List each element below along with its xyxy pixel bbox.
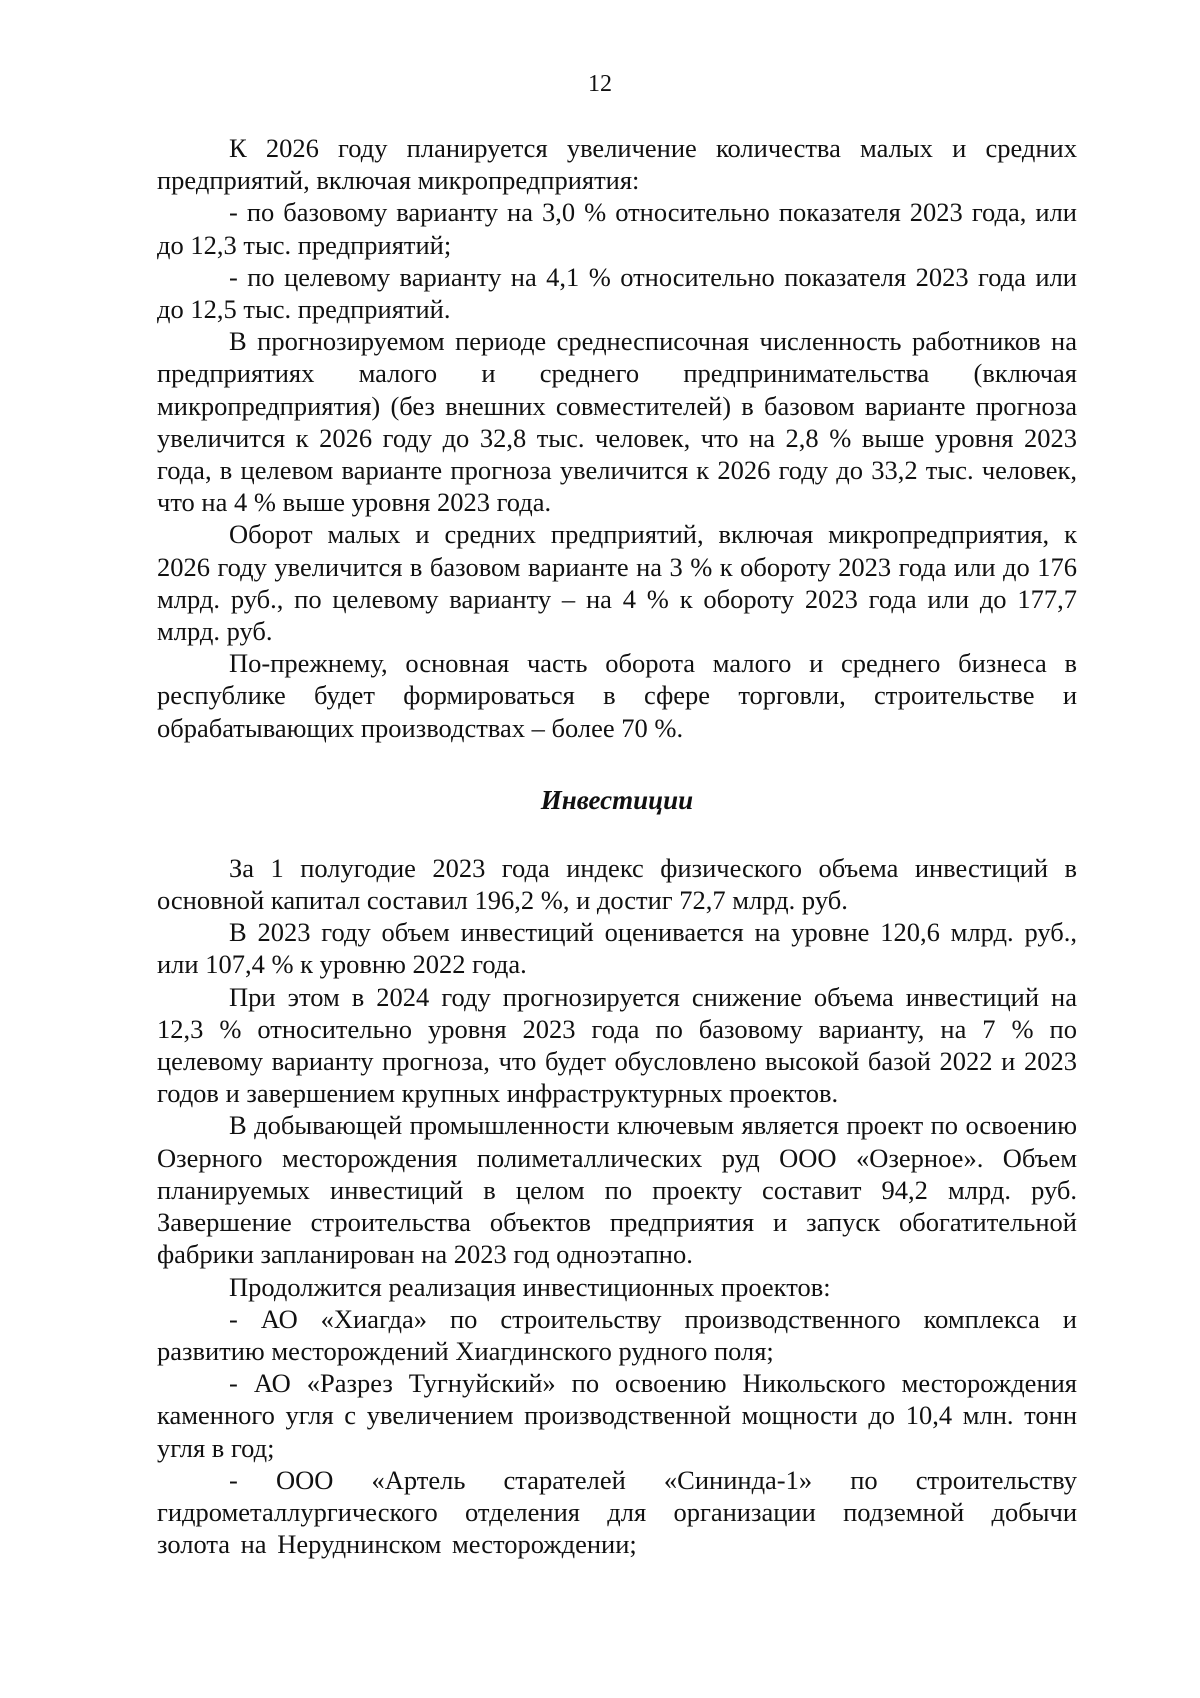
paragraph: К 2026 году планируется увеличение количества малых и средних предприятий, включая микропредприятия: — [157, 133, 1077, 196]
paragraph: В 2023 году объем инвестиций оценивается на уровне 120,6 млрд. руб., или 107,4 % к уровню 2022 года. — [157, 917, 1077, 980]
list-item: - по целевому варианту на 4,1 % относительно показателя 2023 года или до 12,5 тыс. предприятий. — [157, 261, 1077, 325]
paragraph: Продолжится реализация инвестиционных проектов: — [229, 1271, 831, 1302]
list-item: - АО «Разрез Тугнуйский» по освоению Никольского месторождения каменного угля с увеличением производственной мощности до 10,4 млн. тонн угля в год; — [157, 1368, 1077, 1463]
paragraph: В добывающей промышленности ключевым является проект по освоению Озерного месторождения полиметаллических руд ООО «Озерное». Объем планируемых инвестиций в целом по проекту составит 94,2 млрд. руб. Завершение строительства объектов предприятия и запуск обогатительной фабрики запланирован на 2023 год одноэтапно. — [157, 1110, 1077, 1270]
section-heading-investments: Инвестиции — [540, 784, 694, 815]
list-item: - АО «Хиагда» по строительству производственного комплекса и развитию месторождений Хиагдинского рудного поля; — [157, 1303, 1077, 1366]
paragraph: В прогнозируемом периоде среднесписочная численность работников на предприятиях малого и среднего предпринимательства (включая микропредприятия) (без внешних совместителей) в базовом варианте прогноза увеличится к 2026 году до 32,8 тыс. человек, что на 2,8 % выше уровня 2023 года, в целевом варианте прогноза увеличится к 2026 году до 33,2 тыс. человек, что на 4 % выше уровня 2023 года. — [157, 326, 1077, 518]
paragraph: По-прежнему, основная часть оборота малого и среднего бизнеса в республике будет формироваться в сфере торговли, строительстве и обрабатывающих производствах – более 70 %. — [157, 648, 1077, 743]
list-item: - по базовому варианту на 3,0 % относительно показателя 2023 года, или до 12,3 тыс. предприятий; — [157, 197, 1077, 260]
document-body — [157, 132, 1077, 1560]
page-number: 12 — [588, 71, 612, 97]
list-item: - ООО «Артель старателей «Сининда-1» по строительству гидрометаллургического отделения для организации подземной добычи золота на Неруднинском месторождении; — [157, 1464, 1077, 1560]
paragraph: При этом в 2024 году прогнозируется снижение объема инвестиций на 12,3 % относительно уровня 2023 года по базовому варианту, на 7 % по целевому варианту прогноза, что будет обусловлено высокой базой 2022 и 2023 годов и завершением крупных инфраструктурных проектов. — [157, 981, 1077, 1109]
paragraph: Оборот малых и средних предприятий, включая микропредприятия, к 2026 году увеличится в базовом варианте на 3 % к обороту 2023 года или до 176 млрд. руб., по целевому варианту – на 4 % к обороту 2023 года или до 177,7 млрд. руб. — [157, 519, 1077, 647]
paragraph: За 1 полугодие 2023 года индекс физического объема инвестиций в основной капитал составил 196,2 %, и достиг 72,7 млрд. руб. — [157, 852, 1077, 916]
